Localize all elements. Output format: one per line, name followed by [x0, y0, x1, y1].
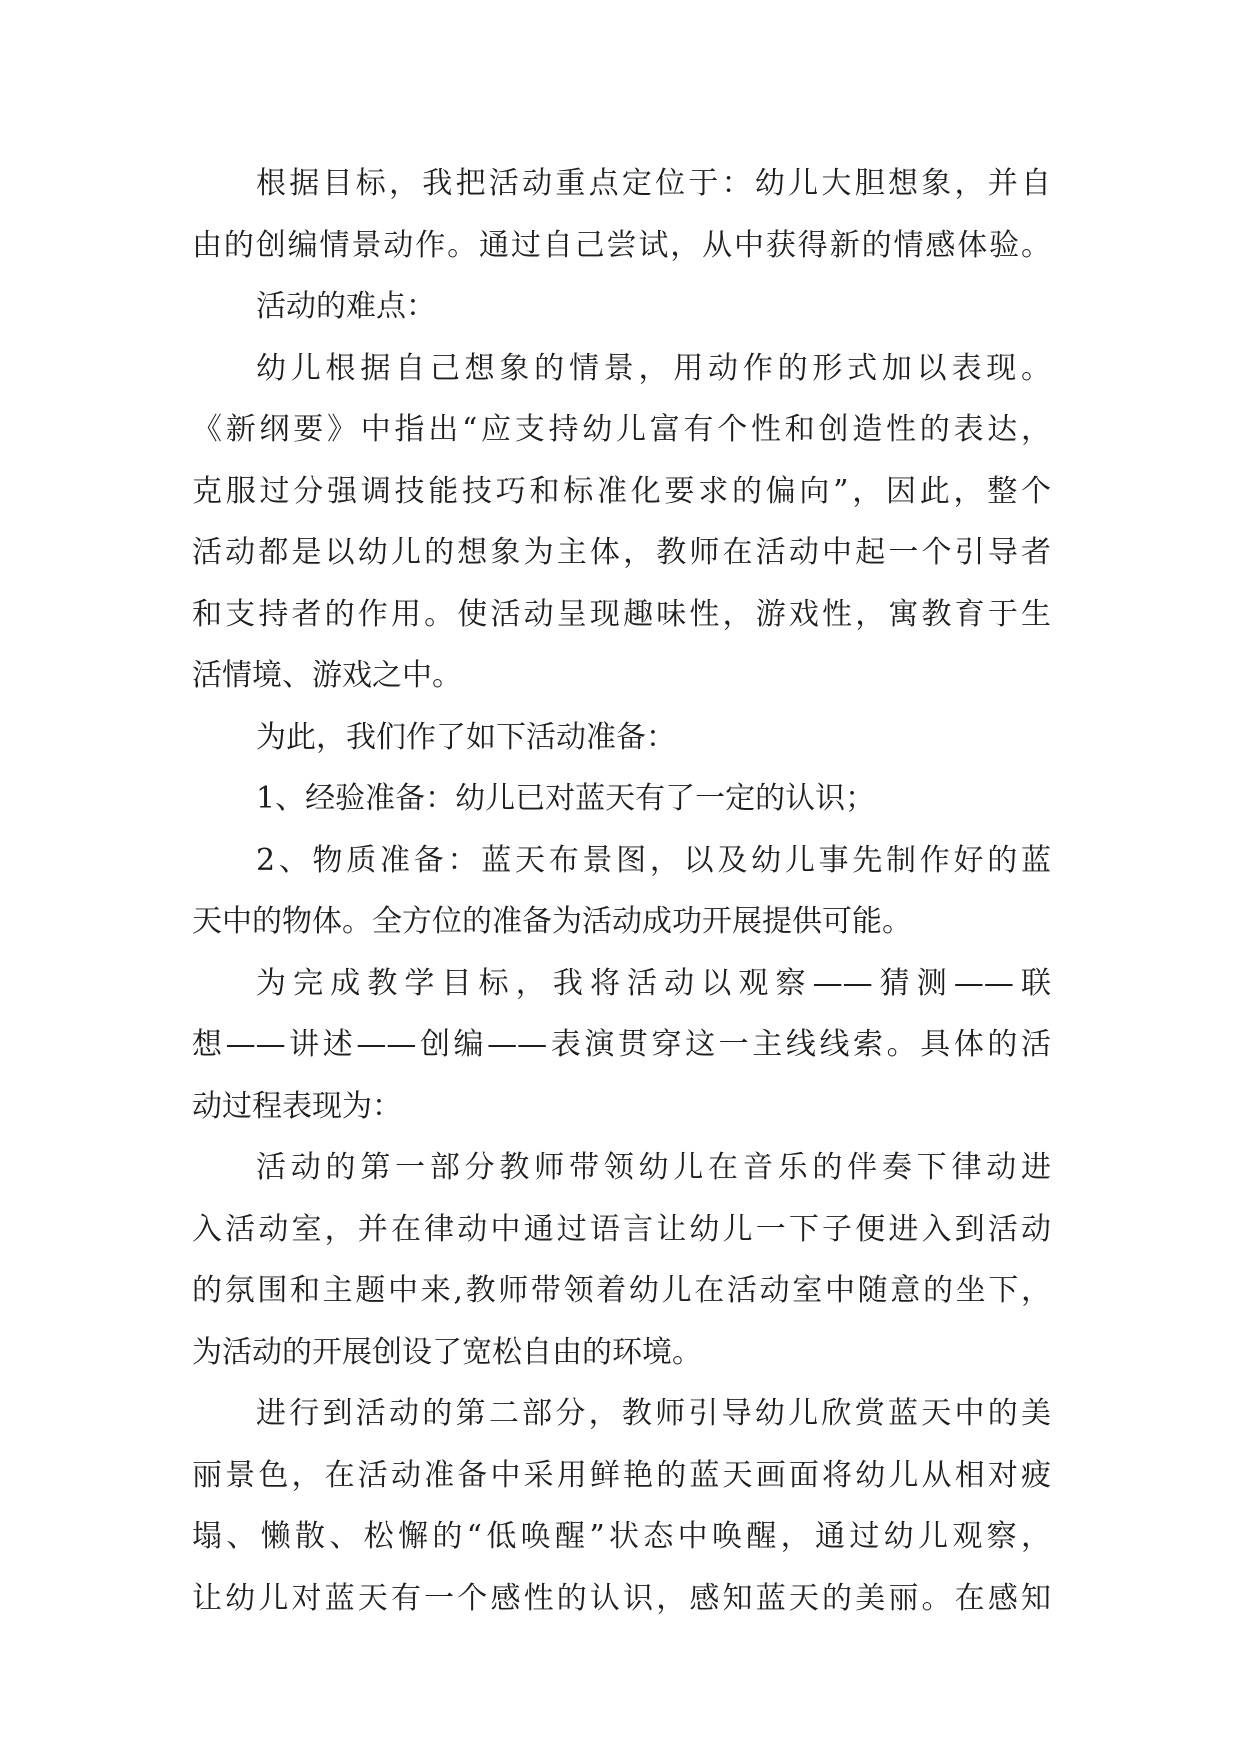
text-line: 想——讲述——创编——表演贯穿这一主线线索。具体的活 [192, 1027, 1051, 1062]
paragraph [192, 276, 1051, 338]
paragraph [192, 1137, 1051, 1383]
paragraph [192, 768, 1051, 830]
text-line: 根据目标，我把活动重点定位于：幼儿大胆想象，并自 [256, 166, 1051, 201]
text-line: 进行到活动的第二部分，教师引导幼儿欣赏蓝天中的美 [256, 1396, 1051, 1431]
paragraph [192, 1383, 1051, 1629]
text-line: 克服过分强调技能技巧和标准化要求的偏向”，因此，整个 [192, 473, 1051, 509]
text-line: 活情境、游戏之中。 [192, 658, 462, 693]
text-line: 由的创编情景动作。通过自己尝试，从中获得新的情感体验。 [192, 227, 1051, 263]
paragraph [192, 338, 1051, 707]
text-line: 活动的难点： [256, 289, 436, 324]
text-line: 2、物质准备：蓝天布景图，以及幼儿事先制作好的蓝 [256, 842, 1051, 878]
text-line: 丽景色，在活动准备中采用鲜艳的蓝天画面将幼儿从相对疲 [192, 1457, 1051, 1493]
text-line: 为完成教学目标，我将活动以观察——猜测——联 [256, 965, 1051, 1001]
paragraph [192, 707, 1051, 769]
text-line: 为活动的开展创设了宽松自由的环境。 [192, 1334, 702, 1370]
text-line: 入活动室，并在律动中通过语言让幼儿一下子便进入到活动 [192, 1211, 1051, 1247]
text-line: 塌、懒散、松懈的“低唤醒”状态中唤醒，通过幼儿观察， [192, 1519, 1051, 1554]
text-line: 为此，我们作了如下活动准备： [256, 719, 676, 755]
text-line: 天中的物体。全方位的准备为活动成功开展提供可能。 [192, 904, 912, 939]
paragraph [192, 830, 1051, 953]
text-line: 动过程表现为： [192, 1088, 402, 1124]
text-line: 1、经验准备：幼儿已对蓝天有了一定的认识； [256, 781, 876, 816]
text-line: 幼儿根据自己想象的情景，用动作的形式加以表现。 [256, 350, 1051, 386]
document-body [192, 153, 1051, 1629]
paragraph [192, 953, 1051, 1138]
text-line: 的氛围和主题中来,教师带领着幼儿在活动室中随意的坐下， [192, 1273, 1051, 1308]
paragraph [192, 153, 1051, 276]
text-line: 活动的第一部分教师带领幼儿在音乐的伴奏下律动进 [256, 1150, 1051, 1185]
text-line: 《新纲要》中指出“应支持幼儿富有个性和创造性的表达， [192, 412, 1051, 447]
text-line: 和支持者的作用。使活动呈现趣味性，游戏性，寓教育于生 [192, 596, 1051, 632]
text-line: 活动都是以幼儿的想象为主体，教师在活动中起一个引导者 [192, 535, 1051, 570]
text-line: 让幼儿对蓝天有一个感性的认识，感知蓝天的美丽。在感知 [192, 1580, 1051, 1616]
